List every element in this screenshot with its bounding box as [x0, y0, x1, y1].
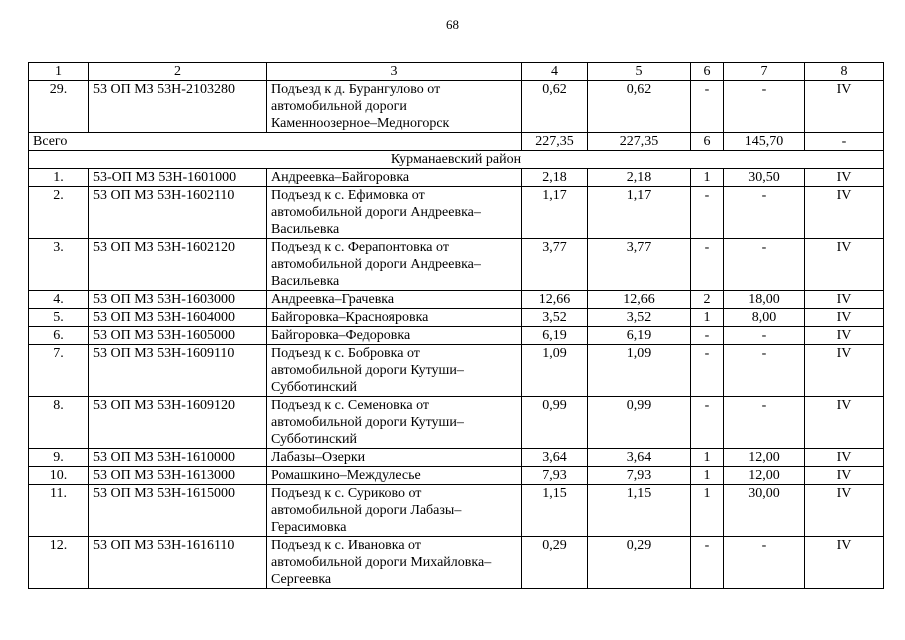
cell-bridge-length: 18,00 — [724, 291, 805, 309]
roads-table — [28, 62, 884, 589]
cell-bridge-count: - — [691, 81, 724, 133]
table-row — [29, 309, 884, 327]
cell-road-code: 53 ОП МЗ 53Н-1609110 — [89, 345, 267, 397]
table-row — [29, 449, 884, 467]
cell-length-total: 7,93 — [522, 467, 588, 485]
column-number: 6 — [691, 63, 724, 81]
cell-category: IV — [805, 449, 884, 467]
cell-length-paved: 0,99 — [588, 397, 691, 449]
cell-road-code: 53 ОП МЗ 53Н-1613000 — [89, 467, 267, 485]
cell-number: 12. — [29, 537, 89, 589]
cell-road-name: Байгоровка–Федоровка — [267, 327, 522, 345]
cell-road-name: Байгоровка–Краснояровка — [267, 309, 522, 327]
cell-category: IV — [805, 309, 884, 327]
cell-road-code: 53 ОП МЗ 53Н-1616110 — [89, 537, 267, 589]
cell-road-name: Подъезд к с. Ефимовка от автомобильной дороги Андреевка– Васильевка — [267, 187, 522, 239]
cell-category: IV — [805, 397, 884, 449]
cell-bridge-length: 30,50 — [724, 169, 805, 187]
cell-length-paved: 3,52 — [588, 309, 691, 327]
cell-length-paved: 0,62 — [588, 81, 691, 133]
cell-road-name: Подъезд к с. Бобровка от автомобильной дороги Кутуши– Субботинский — [267, 345, 522, 397]
cell-category: IV — [805, 169, 884, 187]
cell-length-total: 227,35 — [522, 133, 588, 151]
cell-category: IV — [805, 187, 884, 239]
cell-road-name: Подъезд к с. Ферапонтовка от автомобильной дороги Андреевка– Васильевка — [267, 239, 522, 291]
cell-road-code: 53 ОП МЗ 53Н-1604000 — [89, 309, 267, 327]
cell-road-code: 53 ОП МЗ 53Н-1609120 — [89, 397, 267, 449]
cell-bridge-count: 2 — [691, 291, 724, 309]
cell-road-name: Подъезд к с. Ивановка от автомобильной дороги Михайловка– Сергеевка — [267, 537, 522, 589]
table-row — [29, 291, 884, 309]
cell-number: 6. — [29, 327, 89, 345]
cell-length-total: 0,99 — [522, 397, 588, 449]
cell-bridge-length: - — [724, 239, 805, 291]
cell-bridge-count: 1 — [691, 449, 724, 467]
cell-length-paved: 2,18 — [588, 169, 691, 187]
cell-length-paved: 0,29 — [588, 537, 691, 589]
cell-number: 29. — [29, 81, 89, 133]
cell-length-total: 3,77 — [522, 239, 588, 291]
table-row — [29, 169, 884, 187]
table-row — [29, 327, 884, 345]
table-row — [29, 397, 884, 449]
cell-category: IV — [805, 81, 884, 133]
cell-number: 11. — [29, 485, 89, 537]
column-number: 2 — [89, 63, 267, 81]
cell-road-name: Подъезд к д. Бурангулово от автомобильной дороги Каменноозерное–Медногорск — [267, 81, 522, 133]
cell-length-paved: 3,77 — [588, 239, 691, 291]
cell-length-total: 1,17 — [522, 187, 588, 239]
cell-bridge-count: 1 — [691, 169, 724, 187]
cell-number: 4. — [29, 291, 89, 309]
column-number: 4 — [522, 63, 588, 81]
cell-number: 8. — [29, 397, 89, 449]
cell-length-paved: 3,64 — [588, 449, 691, 467]
cell-category: IV — [805, 239, 884, 291]
table-row — [29, 485, 884, 537]
district-header: Курманаевский район — [29, 151, 884, 169]
cell-length-total: 3,64 — [522, 449, 588, 467]
cell-bridge-length: - — [724, 81, 805, 133]
table-row — [29, 345, 884, 397]
cell-bridge-length: - — [724, 187, 805, 239]
cell-number: 3. — [29, 239, 89, 291]
cell-bridge-count: - — [691, 239, 724, 291]
cell-category: IV — [805, 485, 884, 537]
cell-road-name: Андреевка–Грачевка — [267, 291, 522, 309]
cell-length-paved: 1,15 — [588, 485, 691, 537]
column-number: 5 — [588, 63, 691, 81]
cell-road-name: Лабазы–Озерки — [267, 449, 522, 467]
cell-bridge-length: - — [724, 327, 805, 345]
cell-road-code: 53 ОП МЗ 53Н-1605000 — [89, 327, 267, 345]
cell-road-code: 53 ОП МЗ 53Н-1615000 — [89, 485, 267, 537]
cell-bridge-length: 12,00 — [724, 449, 805, 467]
table-row — [29, 81, 884, 133]
cell-number: 7. — [29, 345, 89, 397]
cell-length-total: 0,62 — [522, 81, 588, 133]
cell-road-name: Андреевка–Байгоровка — [267, 169, 522, 187]
cell-bridge-length: - — [724, 537, 805, 589]
cell-length-total: 1,15 — [522, 485, 588, 537]
cell-length-paved: 1,09 — [588, 345, 691, 397]
cell-bridge-length: 30,00 — [724, 485, 805, 537]
cell-bridge-length: 145,70 — [724, 133, 805, 151]
cell-bridge-count: - — [691, 537, 724, 589]
cell-length-total: 12,66 — [522, 291, 588, 309]
page-number: 68 — [446, 17, 459, 32]
cell-road-code: 53 ОП МЗ 53Н-2103280 — [89, 81, 267, 133]
cell-bridge-length: - — [724, 345, 805, 397]
column-number-row — [29, 63, 884, 81]
column-number: 1 — [29, 63, 89, 81]
cell-number: 5. — [29, 309, 89, 327]
column-number: 8 — [805, 63, 884, 81]
cell-bridge-length: 12,00 — [724, 467, 805, 485]
cell-category: IV — [805, 467, 884, 485]
cell-category: IV — [805, 537, 884, 589]
cell-number: 2. — [29, 187, 89, 239]
cell-bridge-count: 1 — [691, 485, 724, 537]
cell-bridge-count: - — [691, 327, 724, 345]
cell-bridge-count: 6 — [691, 133, 724, 151]
cell-length-total: 6,19 — [522, 327, 588, 345]
total-row — [29, 133, 884, 151]
cell-number: 1. — [29, 169, 89, 187]
cell-length-paved: 12,66 — [588, 291, 691, 309]
cell-category: - — [805, 133, 884, 151]
cell-number: 10. — [29, 467, 89, 485]
table-row — [29, 467, 884, 485]
cell-bridge-length: - — [724, 397, 805, 449]
cell-road-code: 53-ОП МЗ 53Н-1601000 — [89, 169, 267, 187]
cell-category: IV — [805, 327, 884, 345]
district-header-row — [29, 151, 884, 169]
cell-number: 9. — [29, 449, 89, 467]
cell-length-paved: 6,19 — [588, 327, 691, 345]
cell-category: IV — [805, 291, 884, 309]
cell-length-total: 0,29 — [522, 537, 588, 589]
cell-length-paved: 7,93 — [588, 467, 691, 485]
cell-category: IV — [805, 345, 884, 397]
column-number: 3 — [267, 63, 522, 81]
cell-bridge-length: 8,00 — [724, 309, 805, 327]
cell-road-code: 53 ОП МЗ 53Н-1603000 — [89, 291, 267, 309]
cell-road-code: 53 ОП МЗ 53Н-1602120 — [89, 239, 267, 291]
cell-length-total: 3,52 — [522, 309, 588, 327]
cell-bridge-count: - — [691, 345, 724, 397]
cell-bridge-count: - — [691, 187, 724, 239]
cell-length-paved: 227,35 — [588, 133, 691, 151]
cell-bridge-count: 1 — [691, 467, 724, 485]
cell-length-total: 1,09 — [522, 345, 588, 397]
cell-road-name: Ромашкино–Междулесье — [267, 467, 522, 485]
cell-road-name: Подъезд к с. Суриково от автомобильной дороги Лабазы– Герасимовка — [267, 485, 522, 537]
table-row — [29, 537, 884, 589]
table-row — [29, 187, 884, 239]
cell-road-code: 53 ОП МЗ 53Н-1602110 — [89, 187, 267, 239]
cell-length-total: 2,18 — [522, 169, 588, 187]
cell-bridge-count: - — [691, 397, 724, 449]
cell-length-paved: 1,17 — [588, 187, 691, 239]
cell-road-name: Подъезд к с. Семеновка от автомобильной дороги Кутуши– Субботинский — [267, 397, 522, 449]
column-number: 7 — [724, 63, 805, 81]
total-label: Всего — [29, 133, 522, 151]
table-row — [29, 239, 884, 291]
cell-bridge-count: 1 — [691, 309, 724, 327]
cell-road-code: 53 ОП МЗ 53Н-1610000 — [89, 449, 267, 467]
